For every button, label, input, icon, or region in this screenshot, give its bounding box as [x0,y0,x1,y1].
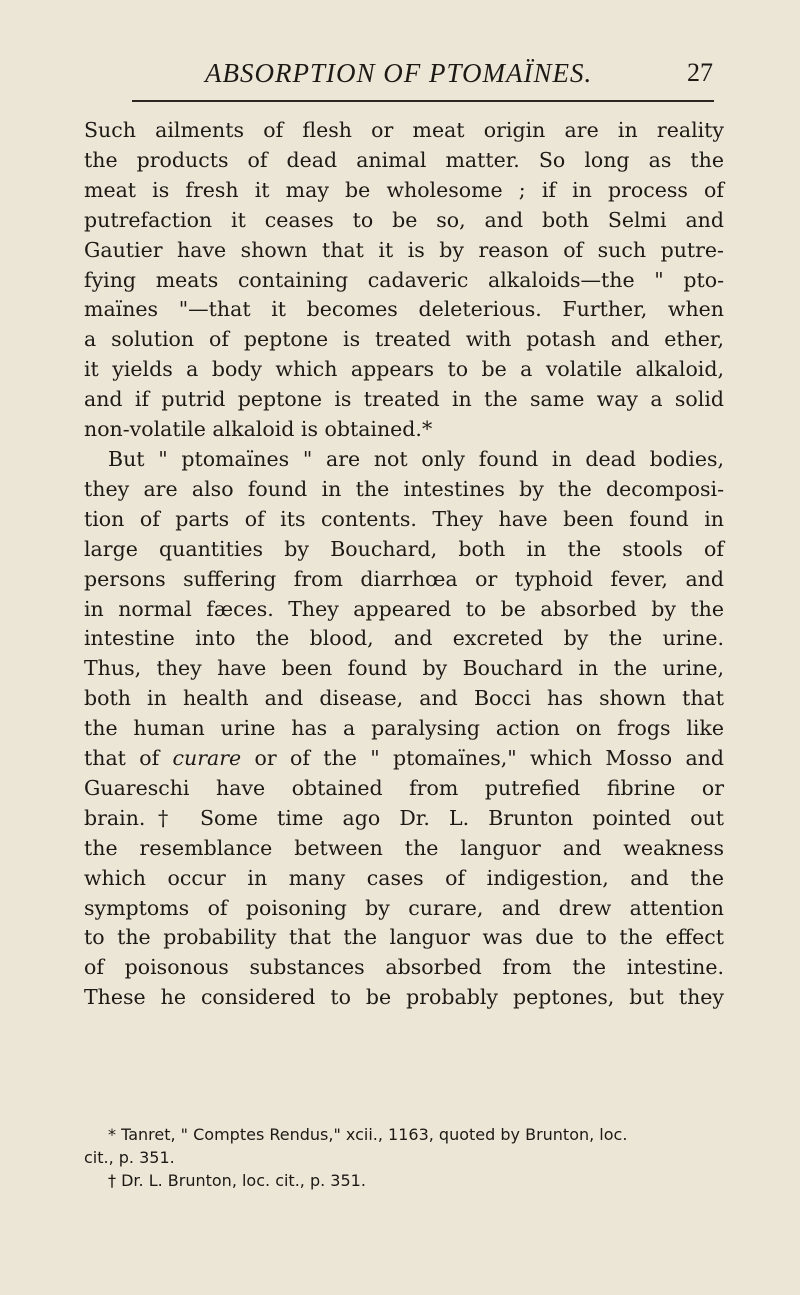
text-line: persons suffering from diarrhœa or typhoid fever, and [84,566,724,591]
text-line: the human urine has a paralysing action on frogs like [84,716,724,741]
text-line: But " ptomaïnes " are not only found in dead bodies, [108,446,724,471]
text-line: to the probability that the languor was due to the effect [84,925,724,950]
text-line: of poisonous substances absorbed from the intestine. [84,955,724,980]
text-line: large quantities by Bouchard, both in the stools of [84,536,724,561]
footnote-1-continued: cit., p. 351. [84,1148,175,1167]
text-line: putrefaction it ceases to be so, and both Selmi and [84,207,724,232]
text-line: meat is fresh it may be wholesome ; if in process of [84,177,724,202]
text-line: and if putrid peptone is treated in the same way a solid [84,387,724,412]
text-line: Thus, they have been found by Bouchard in the urine, [84,656,724,681]
text-line: that of curare or of the " ptomaïnes," which Mosso and [84,746,724,771]
text-line: a solution of peptone is treated with potash and ether, [84,327,724,352]
text-line: These he considered to be probably peptones, but they [84,985,724,1010]
page-number: 27 [687,58,713,87]
text-line: the products of dead animal matter. So long as the [84,147,724,172]
text-line: Gautier have shown that it is by reason of such putre- [84,237,724,262]
text-line: maïnes "—that it becomes deleterious. Further, when [84,297,724,322]
text-line: the resemblance between the languor and weakness [84,835,724,860]
text-line: they are also found in the intestines by the decomposi- [84,476,724,501]
text-line: in normal fæces. They appeared to be absorbed by the [84,596,724,621]
text-line: intestine into the blood, and excreted by the urine. [84,626,724,651]
footnotes [84,1123,724,1192]
footnote-2: † Dr. L. Brunton, loc. cit., p. 351. [108,1171,366,1190]
text-line: tion of parts of its contents. They have been found in [84,506,724,531]
text-line: it yields a body which appears to be a volatile alkaloid, [84,357,724,382]
text-line: Such ailments of flesh or meat origin are in reality [84,118,724,142]
footnote-1: * Tanret, " Comptes Rendus," xcii., 1163, quoted by Brunton, loc. [108,1125,628,1144]
running-title: ABSORPTION OF PTOMAÏNES. [205,58,593,88]
text-line: symptoms of poisoning by curare, and drew attention [84,895,724,920]
text-line: both in health and disease, and Bocci has shown that [84,686,724,711]
text-line: which occur in many cases of indigestion, and the [84,865,724,890]
text-line: non-volatile alkaloid is obtained.* [84,417,433,442]
running-header [205,58,725,98]
text-line: brain.† Some time ago Dr. L. Brunton pointed out [84,805,724,830]
text-line: fying meats containing cadaveric alkaloids—the " pto- [84,267,724,292]
body-text [84,116,724,1013]
header-rule [132,100,714,102]
text-line: Guareschi have obtained from putrefied fibrine or [84,775,724,800]
